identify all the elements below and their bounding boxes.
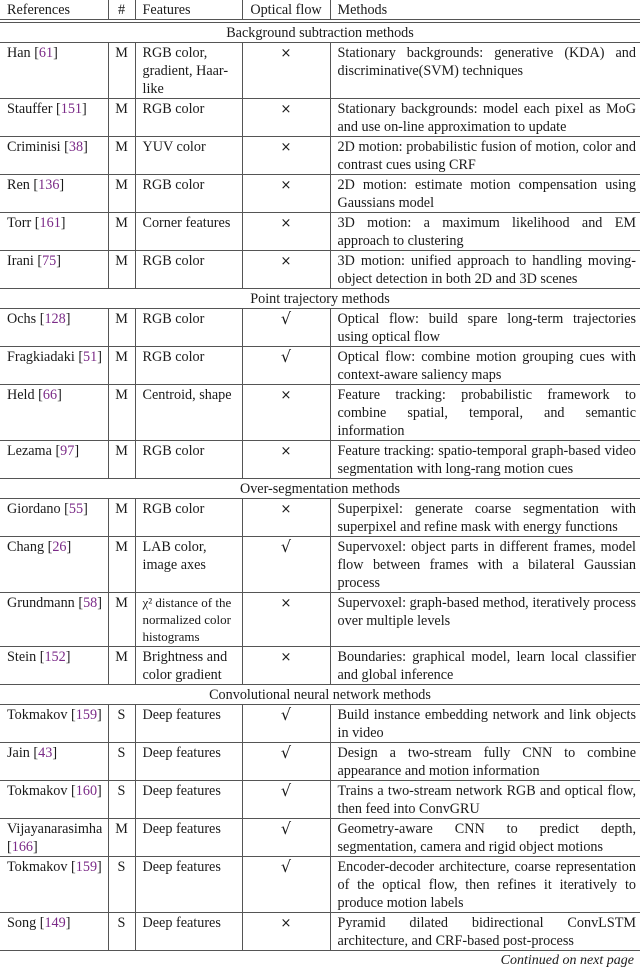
reference-cell: Ren [136] xyxy=(0,175,108,213)
methods-cell: Supervoxel: graph-based method, iteratively process over multiple levels xyxy=(330,593,640,647)
features-cell: Centroid, shape xyxy=(135,385,242,441)
cross-icon: × xyxy=(280,46,292,61)
author-name: Tokmakov xyxy=(7,859,68,875)
author-name: Criminisi xyxy=(7,139,61,155)
type-cell: S xyxy=(108,913,135,951)
features-cell: Deep features xyxy=(135,705,242,743)
reference-cell: Criminisi [38] xyxy=(0,137,108,175)
optical-flow-cell xyxy=(242,309,330,347)
type-cell: M xyxy=(108,819,135,857)
author-name: Tokmakov xyxy=(7,783,68,799)
table-row xyxy=(0,857,640,913)
table-row xyxy=(0,309,640,347)
author-name: Held xyxy=(7,387,35,403)
author-name: Jain xyxy=(7,745,30,761)
type-cell: M xyxy=(108,175,135,213)
reference-cell: Han [61] xyxy=(0,43,108,99)
cross-icon: × xyxy=(280,502,292,517)
features-cell: Deep features xyxy=(135,913,242,951)
header-optical-flow: Optical flow xyxy=(242,0,330,21)
type-cell: M xyxy=(108,537,135,593)
features-cell: RGB color xyxy=(135,441,242,479)
methods-cell: Pyramid dilated bidirectional ConvLSTM architecture, and CRF-based post-process xyxy=(330,913,640,951)
table-row xyxy=(0,137,640,175)
citation-link[interactable]: 159 xyxy=(75,859,98,875)
optical-flow-cell xyxy=(242,441,330,479)
reference-cell: Fragkiadaki [51] xyxy=(0,347,108,385)
table-row xyxy=(0,43,640,99)
optical-flow-cell xyxy=(242,647,330,685)
cross-icon: × xyxy=(280,216,292,231)
author-name: Irani xyxy=(7,253,34,269)
optical-flow-cell xyxy=(242,819,330,857)
optical-flow-cell xyxy=(242,705,330,743)
optical-flow-cell xyxy=(242,213,330,251)
author-name: Song xyxy=(7,915,37,931)
citation-link[interactable]: 128 xyxy=(44,311,66,327)
section-title: Over-segmentation methods xyxy=(0,479,640,499)
reference-cell: Tokmakov [160] xyxy=(0,781,108,819)
author-name: Torr xyxy=(7,215,32,231)
author-name: Ren xyxy=(7,177,30,193)
table-row xyxy=(0,705,640,743)
citation-link[interactable]: 38 xyxy=(68,139,84,155)
optical-flow-cell xyxy=(242,913,330,951)
section-header-row xyxy=(0,289,640,309)
check-icon: √ xyxy=(280,743,292,762)
header-features: Features xyxy=(135,0,242,21)
optical-flow-cell xyxy=(242,537,330,593)
table-row xyxy=(0,385,640,441)
methods-cell: Optical flow: build spare long-term trajectories using optical flow xyxy=(330,309,640,347)
methods-cell: Trains a two-stream network RGB and optical flow, then feed into ConvGRU xyxy=(330,781,640,819)
author-name: Fragkiadaki xyxy=(7,349,75,365)
citation-link[interactable]: 55 xyxy=(68,501,84,517)
cross-icon: × xyxy=(280,596,292,611)
methods-cell: 2D motion: estimate motion compensation using Gaussians model xyxy=(330,175,640,213)
reference-cell: Torr [161] xyxy=(0,213,108,251)
type-cell: M xyxy=(108,385,135,441)
section-title: Convolutional neural network methods xyxy=(0,685,640,705)
author-name: Lezama xyxy=(7,443,52,459)
citation-link[interactable]: 26 xyxy=(52,539,67,555)
type-cell: M xyxy=(108,99,135,137)
header-row xyxy=(0,0,640,21)
reference-cell: Tokmakov [159] xyxy=(0,705,108,743)
table-row xyxy=(0,537,640,593)
section-title: Point trajectory methods xyxy=(0,289,640,309)
features-cell: Brightness and color gradient xyxy=(135,647,242,685)
cross-icon: × xyxy=(280,254,292,269)
features-cell: RGB color, gradient, Haar-like xyxy=(135,43,242,99)
type-cell: S xyxy=(108,743,135,781)
reference-cell: Giordano [55] xyxy=(0,499,108,537)
author-name: Stauffer xyxy=(7,101,53,117)
type-cell: M xyxy=(108,499,135,537)
methods-cell: Supervoxel: object parts in different frames, model flow between frames with a bilateral Gaussian process xyxy=(330,537,640,593)
citation-link[interactable]: 51 xyxy=(83,349,98,365)
optical-flow-cell xyxy=(242,251,330,289)
type-cell: S xyxy=(108,781,135,819)
cross-icon: × xyxy=(280,650,292,665)
type-cell: M xyxy=(108,309,135,347)
citation-link[interactable]: 136 xyxy=(38,177,60,193)
table-row xyxy=(0,499,640,537)
table-row xyxy=(0,647,640,685)
section-header-row xyxy=(0,479,640,499)
author-name: Ochs xyxy=(7,311,37,327)
optical-flow-cell xyxy=(242,385,330,441)
reference-cell: Grundmann [58] xyxy=(0,593,108,647)
table-row xyxy=(0,99,640,137)
optical-flow-cell xyxy=(242,99,330,137)
table-row xyxy=(0,781,640,819)
features-cell: χ² distance of the normalized color histograms xyxy=(135,593,242,647)
check-icon: √ xyxy=(280,781,292,800)
citation-link[interactable]: 151 xyxy=(60,101,82,117)
optical-flow-cell xyxy=(242,499,330,537)
reference-cell: Stauffer [151] xyxy=(0,99,108,137)
author-name: Han xyxy=(7,45,31,61)
reference-cell: Jain [43] xyxy=(0,743,108,781)
methods-cell: Optical flow: combine motion grouping cues with context-aware saliency maps xyxy=(330,347,640,385)
table-row xyxy=(0,251,640,289)
cross-icon: × xyxy=(280,916,292,931)
citation-link[interactable]: 43 xyxy=(38,745,53,761)
check-icon: √ xyxy=(280,857,292,876)
methods-cell: Boundaries: graphical model, learn local classifier and global inference xyxy=(330,647,640,685)
features-cell: RGB color xyxy=(135,251,242,289)
check-icon: √ xyxy=(280,705,292,724)
author-name: Vijayanarasimha xyxy=(7,821,103,837)
optical-flow-cell xyxy=(242,175,330,213)
features-cell: RGB color xyxy=(135,347,242,385)
features-cell: RGB color xyxy=(135,99,242,137)
citation-link[interactable]: 159 xyxy=(75,707,98,723)
methods-cell: Geometry-aware CNN to predict depth, segmentation, camera and rigid object motions xyxy=(330,819,640,857)
features-cell: RGB color xyxy=(135,499,242,537)
optical-flow-cell xyxy=(242,137,330,175)
table-row xyxy=(0,593,640,647)
methods-cell: Build instance embedding network and link objects in video xyxy=(330,705,640,743)
features-cell: LAB color, image axes xyxy=(135,537,242,593)
check-icon: √ xyxy=(280,309,292,328)
citation-link[interactable]: 161 xyxy=(39,215,61,231)
methods-cell: 3D motion: a maximum likelihood and EM approach to clustering xyxy=(330,213,640,251)
features-cell: RGB color xyxy=(135,175,242,213)
citation-link[interactable]: 152 xyxy=(44,649,66,665)
check-icon: √ xyxy=(280,347,292,366)
check-icon: √ xyxy=(280,537,292,556)
type-cell: S xyxy=(108,857,135,913)
citation-link[interactable]: 160 xyxy=(75,783,98,799)
methods-cell: 2D motion: probabilistic fusion of motion, color and contrast cues using CRF xyxy=(330,137,640,175)
cross-icon: × xyxy=(280,388,292,403)
header-number: # xyxy=(108,0,135,21)
reference-cell: Vijayanarasimha [166] xyxy=(0,819,108,857)
type-cell: M xyxy=(108,441,135,479)
citation-link[interactable]: 166 xyxy=(11,839,34,855)
optical-flow-cell xyxy=(242,743,330,781)
reference-cell: Stein [152] xyxy=(0,647,108,685)
methods-cell: 3D motion: unified approach to handling moving-object detection in both 2D and 3D scenes xyxy=(330,251,640,289)
check-icon: √ xyxy=(280,819,292,838)
features-cell: Deep features xyxy=(135,743,242,781)
author-name: Giordano xyxy=(7,501,61,517)
section-title: Background subtraction methods xyxy=(0,21,640,43)
features-cell: Deep features xyxy=(135,857,242,913)
type-cell: M xyxy=(108,347,135,385)
optical-flow-cell xyxy=(242,43,330,99)
section-header-row xyxy=(0,21,640,43)
cross-icon: × xyxy=(280,444,292,459)
citation-link[interactable]: 58 xyxy=(83,595,98,611)
citation-link[interactable]: 97 xyxy=(60,443,75,459)
section-header-row xyxy=(0,685,640,705)
type-cell: M xyxy=(108,647,135,685)
table-row xyxy=(0,347,640,385)
header-references: References xyxy=(0,0,108,21)
continued-note: Continued on next page xyxy=(500,953,634,968)
author-name: Tokmakov xyxy=(7,707,68,723)
cross-icon: × xyxy=(280,140,292,155)
table-row xyxy=(0,441,640,479)
table-row xyxy=(0,743,640,781)
cross-icon: × xyxy=(280,102,292,117)
citation-link[interactable]: 61 xyxy=(38,45,54,61)
features-cell: YUV color xyxy=(135,137,242,175)
table-row xyxy=(0,175,640,213)
citation-link[interactable]: 149 xyxy=(44,915,66,931)
optical-flow-cell xyxy=(242,857,330,913)
citation-link[interactable]: 75 xyxy=(42,253,57,269)
type-cell: M xyxy=(108,43,135,99)
type-cell: M xyxy=(108,213,135,251)
author-name: Grundmann xyxy=(7,595,75,611)
optical-flow-cell xyxy=(242,347,330,385)
features-cell: Deep features xyxy=(135,819,242,857)
methods-cell: Feature tracking: spatio-temporal graph-based video segmentation with long-rang motion cues xyxy=(330,441,640,479)
reference-cell: Tokmakov [159] xyxy=(0,857,108,913)
features-cell: Corner features xyxy=(135,213,242,251)
cross-icon: × xyxy=(280,178,292,193)
table-row xyxy=(0,913,640,951)
type-cell: M xyxy=(108,593,135,647)
methods-cell: Design a two-stream fully CNN to combine appearance and motion information xyxy=(330,743,640,781)
type-cell: M xyxy=(108,251,135,289)
header-methods: Methods xyxy=(330,0,640,21)
optical-flow-cell xyxy=(242,781,330,819)
methods-cell: Superpixel: generate coarse segmentation with superpixel and refine mask with energy functions xyxy=(330,499,640,537)
reference-cell: Song [149] xyxy=(0,913,108,951)
author-name: Stein xyxy=(7,649,37,665)
reference-cell: Irani [75] xyxy=(0,251,108,289)
table-row xyxy=(0,819,640,857)
features-cell: Deep features xyxy=(135,781,242,819)
methods-cell: Stationary backgrounds: generative (KDA) and discriminative(SVM) techniques xyxy=(330,43,640,99)
reference-cell: Lezama [97] xyxy=(0,441,108,479)
type-cell: M xyxy=(108,137,135,175)
reference-cell: Ochs [128] xyxy=(0,309,108,347)
methods-cell: Feature tracking: probabilistic framework to combine spatial, temporal, and semantic information xyxy=(330,385,640,441)
reference-cell: Held [66] xyxy=(0,385,108,441)
methods-cell: Stationary backgrounds: model each pixel as MoG and use on-line approximation to update xyxy=(330,99,640,137)
reference-cell: Chang [26] xyxy=(0,537,108,593)
type-cell: S xyxy=(108,705,135,743)
author-name: Chang xyxy=(7,539,45,555)
citation-link[interactable]: 66 xyxy=(42,387,58,403)
table-row xyxy=(0,213,640,251)
features-cell: RGB color xyxy=(135,309,242,347)
methods-cell: Encoder-decoder architecture, coarse representation of the optical flow, then refines it iteratively to produce motion labels xyxy=(330,857,640,913)
optical-flow-cell xyxy=(242,593,330,647)
